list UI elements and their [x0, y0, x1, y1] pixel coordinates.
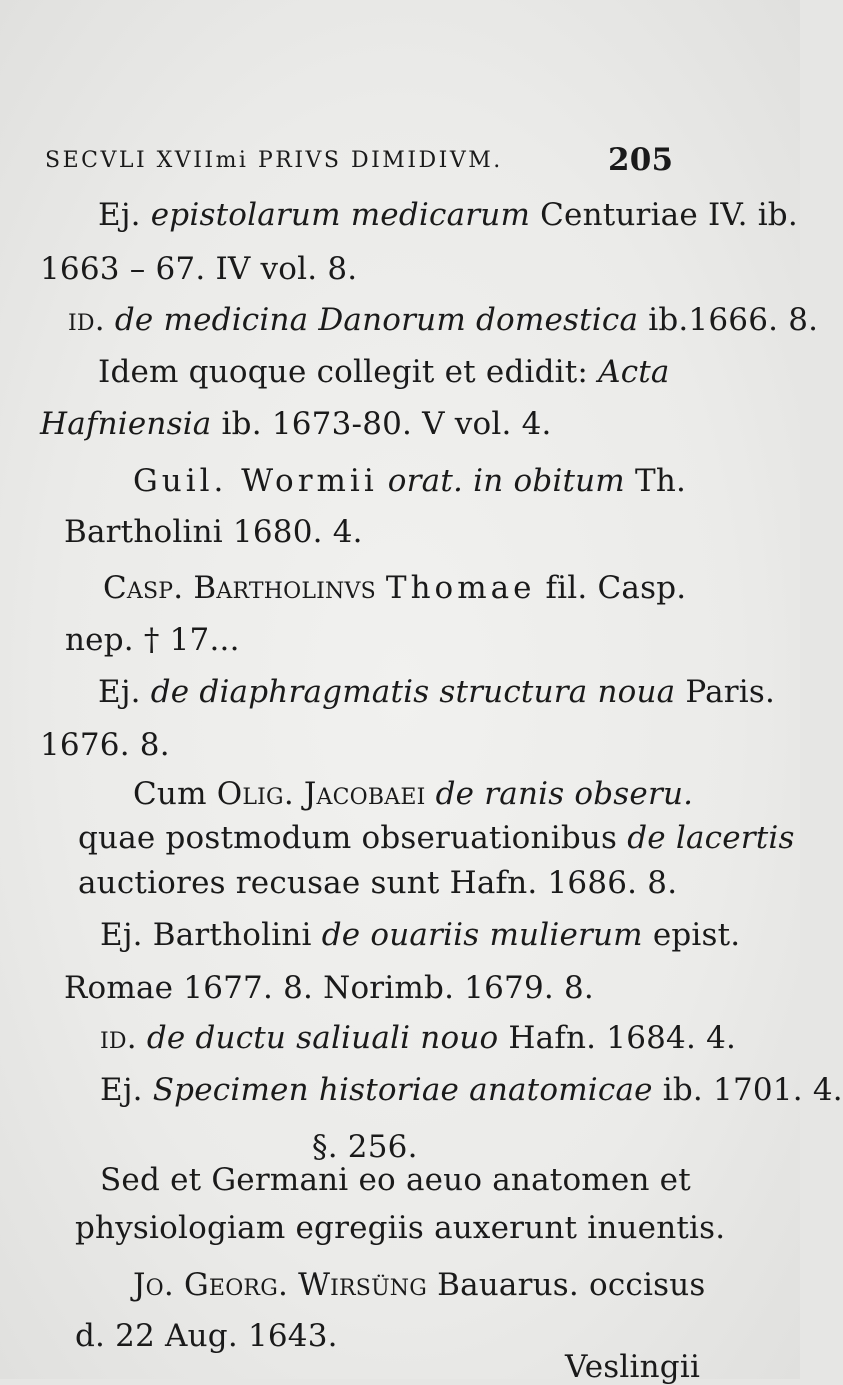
text-run — [378, 463, 388, 499]
text-run: de ouariis mulierum — [321, 917, 643, 953]
text-run: de ranis obseru. — [435, 776, 694, 812]
text-run: Hafn. 1684. 4. — [498, 1020, 737, 1056]
text-run: Ej. — [100, 1072, 153, 1108]
page-number: 205 — [608, 142, 674, 178]
text-run — [137, 1020, 147, 1056]
text-run — [376, 570, 386, 606]
text-run: physiologiam egregiis auxerunt inuentis. — [75, 1210, 726, 1246]
text-line — [103, 570, 687, 606]
text-line — [100, 1020, 737, 1056]
section-number — [312, 1129, 418, 1165]
running-title: SECVLI XVIImi PRIVS DIMIDIVM. — [45, 148, 503, 173]
text-run: de diaphragmatis structura noua — [150, 674, 676, 710]
text-line — [64, 514, 363, 550]
text-run: de medicina Danorum domestica — [114, 302, 639, 338]
text-run: epistolarum medicarum — [150, 197, 531, 233]
text-run — [105, 302, 115, 338]
text-run: Sed et Germani eo aeuo anatomen et — [100, 1162, 691, 1198]
catchword — [565, 1349, 701, 1385]
text-run: ib. 1673-80. V vol. 4. — [211, 406, 552, 442]
text-run: Th. — [624, 463, 687, 499]
text-line — [98, 674, 776, 710]
text-run: Paris. — [675, 674, 776, 710]
text-run: epist. — [642, 917, 741, 953]
text-line — [78, 865, 678, 901]
text-line — [133, 463, 687, 499]
text-line — [40, 251, 358, 287]
text-run: Thomae — [385, 570, 536, 606]
text-line — [100, 1072, 843, 1108]
text-run: Ej. Bartholini — [100, 917, 322, 953]
text-run: Veslingii — [565, 1349, 701, 1385]
text-line — [133, 776, 694, 812]
text-run: Bartholini 1680. 4. — [64, 514, 363, 550]
text-run: Idem quoque collegit et edidit: — [98, 354, 599, 390]
text-run: ib.1666. 8. — [638, 302, 819, 338]
text-line — [40, 406, 552, 442]
text-line — [78, 820, 795, 856]
text-run: Specimen historiae anatomicae — [152, 1072, 653, 1108]
text-run: 1663 – 67. IV vol. 8. — [40, 251, 358, 287]
text-run: id. — [100, 1020, 137, 1056]
text-run: Cum — [133, 776, 217, 812]
text-line — [68, 302, 819, 338]
text-run: ib. 1701. 4. — [652, 1072, 843, 1108]
text-line — [98, 197, 798, 233]
text-run: Guil. Wormii — [133, 463, 378, 499]
text-line — [75, 1318, 338, 1354]
text-run: Centuriae IV. ib. — [530, 197, 798, 233]
text-run: fil. Casp. — [535, 570, 687, 606]
text-run: id. — [68, 302, 105, 338]
text-run: Ej. — [98, 674, 151, 710]
text-line — [100, 917, 741, 953]
text-run: Bauarus. occisus — [427, 1267, 706, 1303]
text-run — [426, 776, 436, 812]
text-line — [100, 1162, 691, 1198]
text-line — [64, 970, 604, 1006]
text-run: de ductu saliuali nouo — [146, 1020, 499, 1056]
text-run: Casp. Bartholinvs — [103, 570, 376, 606]
text-line — [65, 622, 240, 658]
text-run: de lacertis — [627, 820, 795, 856]
text-run: orat. in obitum — [387, 463, 625, 499]
text-run: §. 256. — [312, 1129, 418, 1165]
text-line — [40, 727, 170, 763]
running-header — [45, 150, 685, 172]
text-run: Romae 1677. 8. Norimb. 1679. 8. — [64, 970, 594, 1006]
text-run: Olig. Jacobaei — [216, 776, 426, 812]
text-line — [133, 1267, 706, 1303]
text-run: d. 22 Aug. 1643. — [75, 1318, 338, 1354]
text-run: Acta — [598, 354, 670, 390]
text-run: quae postmodum obseruationibus — [78, 820, 628, 856]
text-run: Hafniensia — [40, 406, 212, 442]
text-line — [98, 354, 670, 390]
text-run: 1676. 8. — [40, 727, 170, 763]
text-run: Ej. — [98, 197, 151, 233]
text-run: nep. † 17... — [65, 622, 240, 658]
text-line — [75, 1210, 726, 1246]
text-run: auctiores recusae sunt Hafn. 1686. 8. — [78, 865, 678, 901]
text-run: Jo. Georg. Wirsüng — [133, 1267, 428, 1303]
